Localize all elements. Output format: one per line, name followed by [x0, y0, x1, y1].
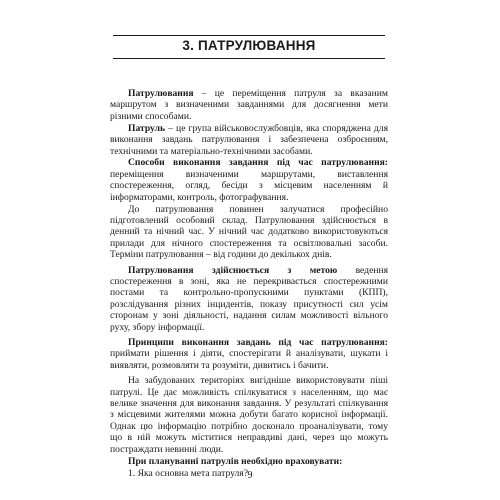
paragraph-text: – це група військовослужбовців, яка споряджена для виконання завдань патрулювання і забезпечена озброєнням, технічними та матеріально-технічними засобами. [110, 122, 388, 157]
term-patrol: Патруль [128, 122, 166, 134]
term-planning: При плануванні патрулів необхідно враховувати: [128, 455, 343, 467]
term-principles: Принципи виконання завдань під час патрулювання: [128, 337, 388, 349]
chapter-title: 3. ПАТРУЛЮВАННЯ [182, 38, 316, 53]
heading-top-rule [113, 35, 385, 36]
paragraph-principles [110, 337, 388, 371]
paragraph-text: – це переміщення патруля за вказаним маршрутом з визначеними завданнями для досягнення мети різними способами. [110, 88, 388, 122]
list-item-text: 1. Яка основна мета патруля? [128, 467, 248, 479]
paragraph-purpose [110, 265, 388, 333]
paragraph-text: приймати рішення і діяти, спостерігати й аналізувати, шукати і виявляти, розмовляти та розуміти, дивитись і бачити. [110, 348, 388, 371]
paragraph-patrolling-definition [110, 88, 388, 122]
heading-bottom-rule [113, 58, 385, 59]
term-methods: Способи виконання завдання під час патрулювання: [128, 157, 388, 169]
paragraph-methods [110, 157, 388, 203]
term-purpose: Патрулювання здійснюється з метою [128, 264, 338, 276]
term-patrolling: Патрулювання [128, 88, 194, 99]
paragraph-foot-patrols [110, 375, 388, 455]
paragraph-text: переміщення визначеними маршрутами, виставлення спостереження, огляд, бесіди з місцевим населенням й інформаторами, контроль, фотографування. [110, 168, 388, 203]
paragraph-text: ведення спостереження в зоні, яка не перекривається спостережними постами та контрольно-пропускними пунктами (КПП), розслідування різних інцидентів, показу присутності сил усім сторонам у зоні діяльності, надання силам можливості вільного руху, збору інформації. [110, 264, 389, 333]
paragraph-planning-heading [110, 456, 388, 467]
chapter-heading [113, 35, 385, 59]
paragraph-text: До патрулювання повинен залучатися професійно підготовлений особовий склад. Патрулювання здійснюється в денний та нічний час. У нічний час додатково використовуються прилади для нічного спостереження та освітлювальні засоби. Терміни патрулювання – від години до декількох днів. [110, 203, 388, 261]
paragraph-personnel [110, 204, 388, 261]
body-text [110, 88, 388, 479]
paragraph-patrol-definition [110, 123, 388, 157]
paragraph-text: На забудованих територіях вигідніше використовувати піші патрулі. Це дає можливість спілкуватися з населенням, що має велике значення для виконання завдання. У результаті спілкування з місцевими жителями можна добути багато корисної інформації. Однак цю інформацію потрібно досконало проаналізувати, тому що в ній можуть міститися неправдиві дані, через що можуть постраждати невинні люди. [110, 375, 388, 455]
page-number: 9 [247, 470, 253, 481]
